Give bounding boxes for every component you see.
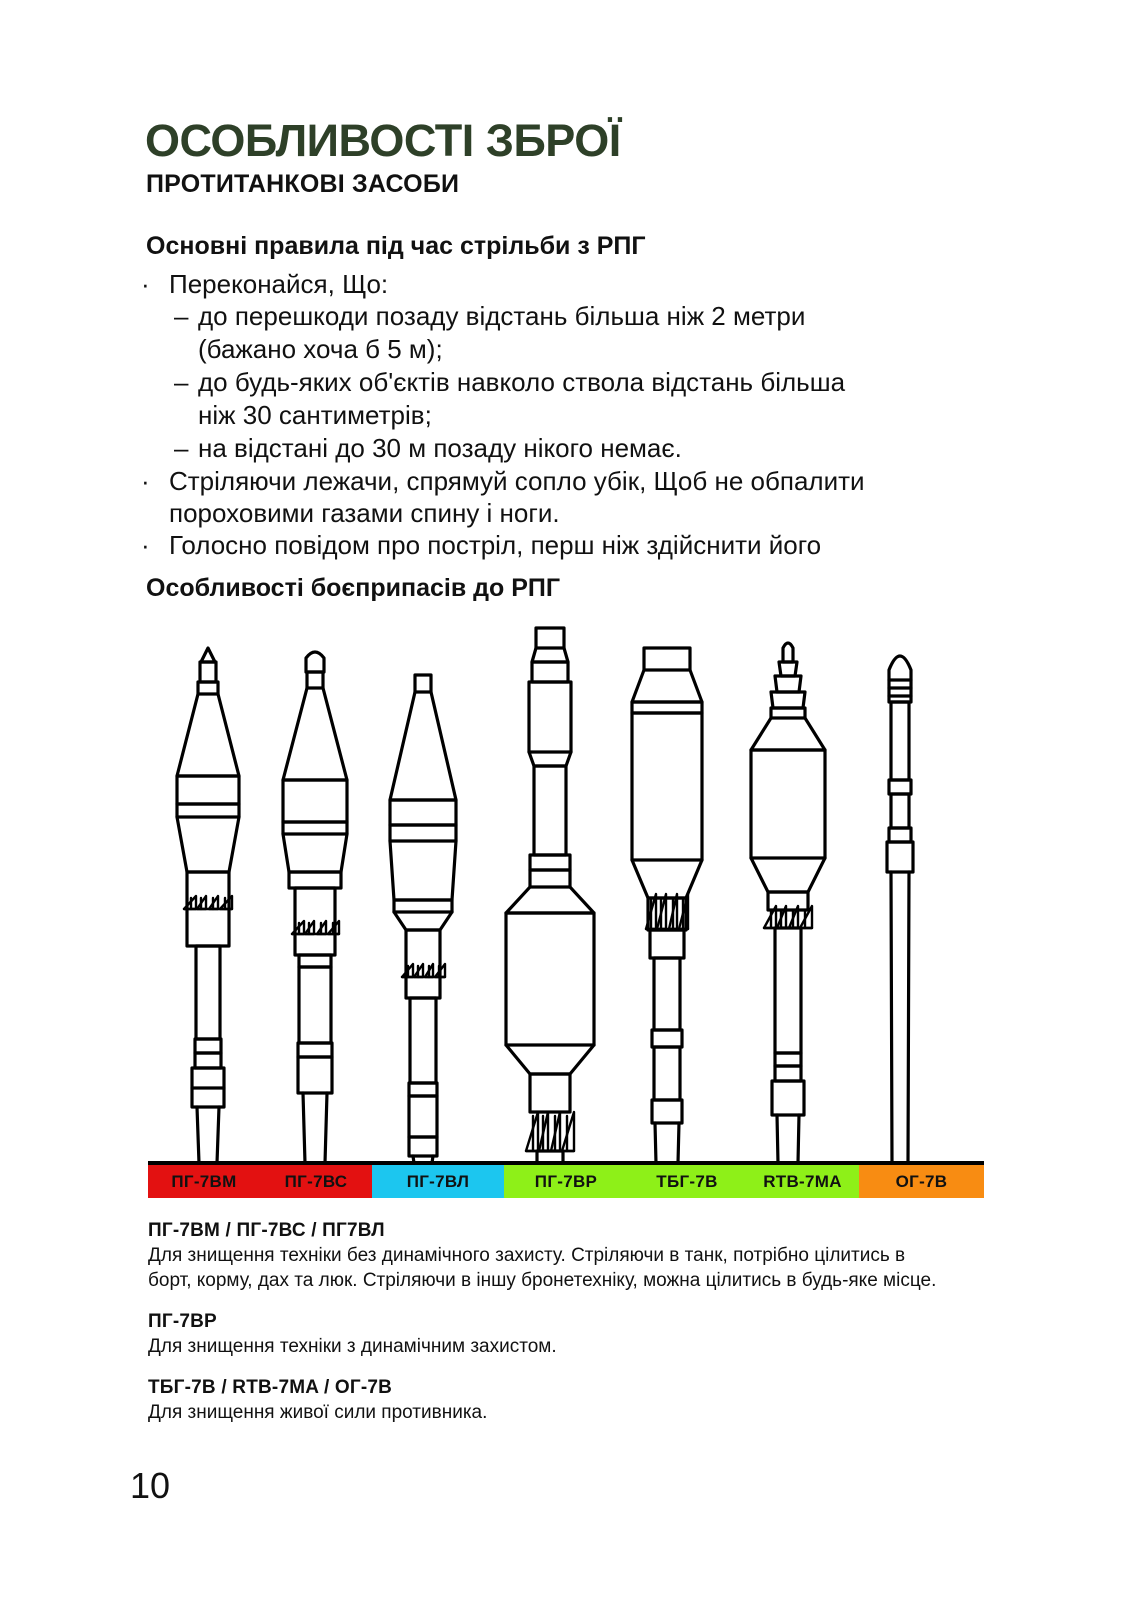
rules-heading: Основні правила під час стрільби з РПГ [146,232,646,260]
list-item-text: на відстані до 30 м позаду нікого немає. [198,433,682,463]
caption-body: Для знищення техніки з динамічним захистом. [148,1336,557,1357]
list-item [136,366,966,432]
caption-title: ПГ-7ВР [148,1311,217,1332]
ammo-legend-bar [148,1161,984,1198]
legend-label: ПГ-7ВЛ [406,1171,470,1191]
caption-block [148,1218,948,1293]
legend-segment-pg7vl [372,1165,504,1198]
round-pg7vm [177,648,239,1163]
legend-label: ПГ-7ВР [534,1171,598,1191]
caption-title: ПГ-7ВМ / ПГ-7ВС / ПГ7ВЛ [148,1220,385,1241]
caption-body: Для знищення техніки без динамічного захисту. Стріляючи в танк, потрібно цілитись в борт, корму, дах та люк. Стріляючи в іншу бронетехніку, можна цілитись в будь-яке місце. [148,1245,937,1291]
bullet-glyph: · [141,530,150,560]
round-pg7vr [506,628,594,1163]
legend-segment-tbg7v [628,1165,746,1198]
legend-segment-pg7vr [504,1165,628,1198]
list-item [136,432,966,465]
caption-block [148,1375,948,1425]
legend-segment-pg7vs [260,1165,372,1198]
list-item-text: пороховими газами спину і ноги. [169,498,560,528]
round-pg7vs [283,652,347,1163]
caption-title: ТБГ-7В / RTB-7MA / ОГ-7В [148,1377,393,1398]
legend-label: ОГ-7В [895,1171,948,1191]
legend-label: ТБГ-7В [656,1171,718,1191]
round-og7v [887,656,913,1163]
legend-segment-rtb7ma [746,1165,859,1198]
ammunition-diagram [140,610,1000,1190]
dash-glyph: – [174,367,189,397]
list-item-text: до перешкоди позаду відстань більша ніж 2 метри [198,301,806,331]
list-item [136,465,966,529]
bullet-glyph: · [141,269,150,299]
list-item-text: ніж 30 сантиметрів; [198,400,432,430]
list-item-text: Переконайся, Що: [169,269,389,299]
ammo-heading: Особливості боєприпасів до РПГ [146,574,561,602]
legend-label: ПГ-7ВМ [171,1171,237,1191]
caption-block [148,1309,948,1359]
round-tbg7v [632,648,702,1163]
rules-list [136,268,966,561]
list-item-text: Голосно повідом про постріл, перш ніж здійснити його [169,530,822,560]
caption-body: Для знищення живої сили противника. [148,1402,488,1423]
page-title: ОСОБЛИВОСТІ ЗБРОЇ [145,115,621,166]
page-subtitle: ПРОТИТАНКОВІ ЗАСОБИ [146,170,460,198]
page-number: 10 [130,1465,171,1506]
list-item [136,529,966,561]
legend-segment-pg7vm [148,1165,260,1198]
list-item-text: Стріляючи лежачи, спрямуй сопло убік, Щоб не обпалити [169,466,865,496]
dash-glyph: – [174,433,189,463]
list-item-text: (бажано хоча б 5 м); [198,334,443,364]
bullet-glyph: · [141,466,150,496]
legend-label: RTB-7MA [763,1171,842,1191]
legend-label: ПГ-7ВС [284,1171,348,1191]
list-item [136,268,966,300]
sub-list [136,300,966,465]
round-pg7vl [390,675,456,1163]
dash-glyph: – [174,301,189,331]
list-item-text: до будь-яких об'єктів навколо ствола відстань більша [198,367,846,397]
ammo-captions [148,1218,948,1441]
legend-segment-og7v [859,1165,984,1198]
round-rtb7ma [751,643,825,1163]
list-item [136,300,966,366]
